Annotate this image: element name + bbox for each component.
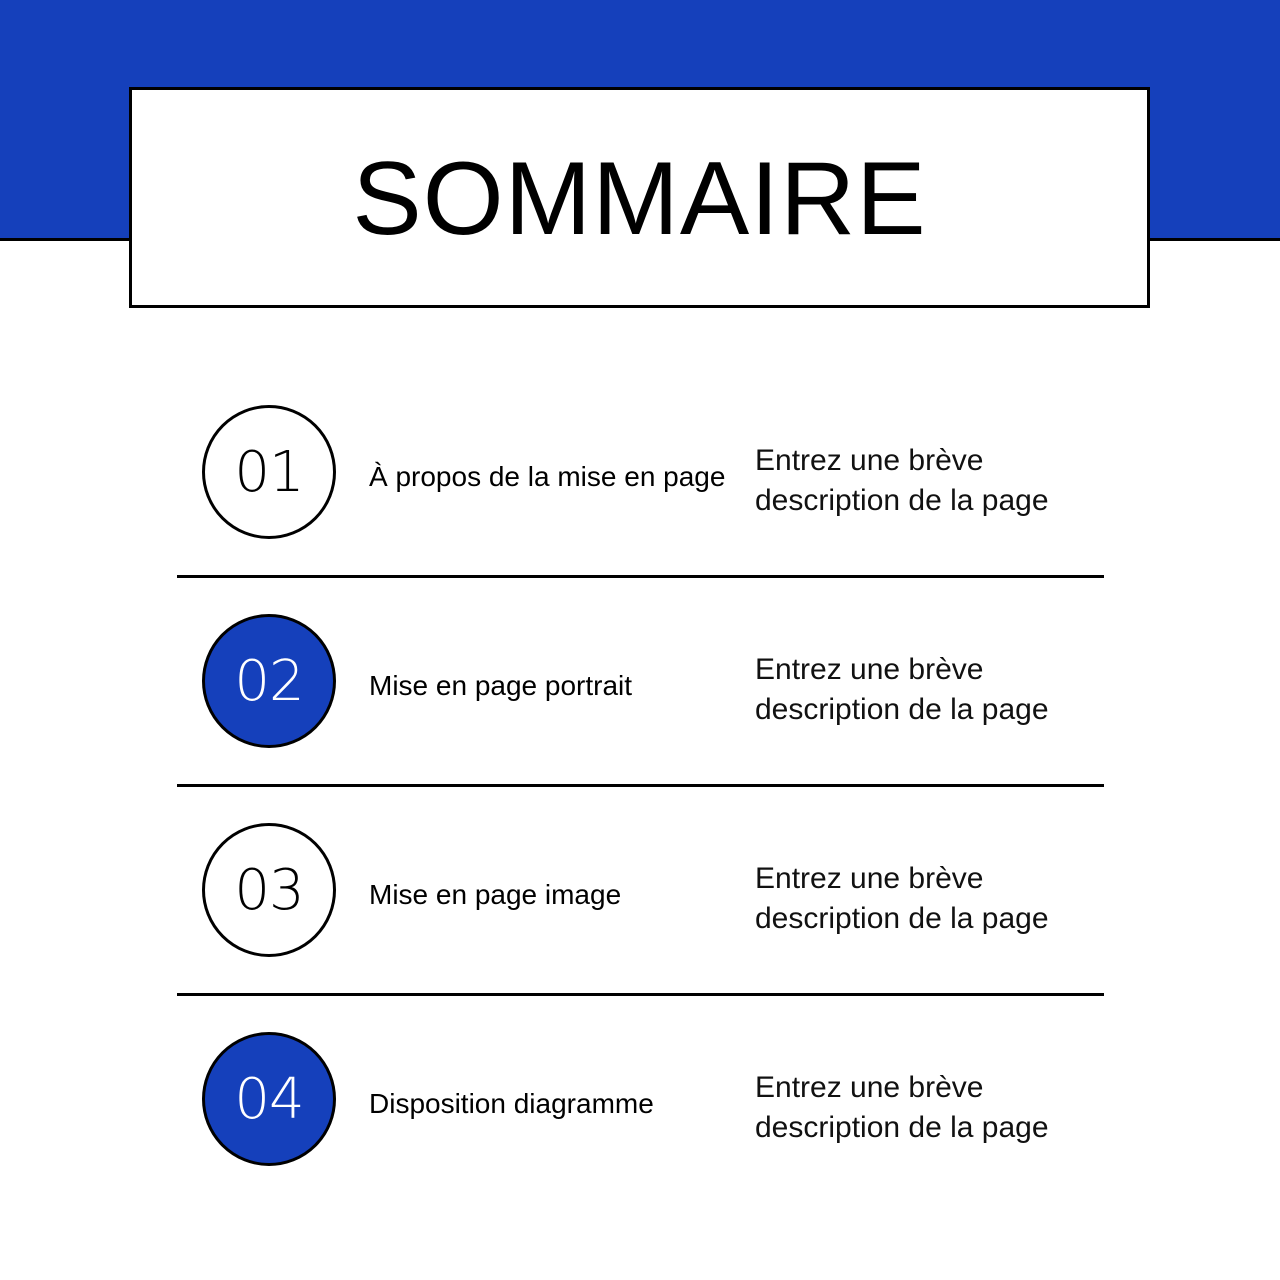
toc-item-title: Disposition diagramme <box>369 1088 654 1119</box>
divider <box>177 575 1104 578</box>
toc-item-title: Mise en page image <box>369 879 622 910</box>
toc-item-title: Mise en page portrait <box>369 670 633 701</box>
toc-item-1[interactable] <box>0 405 1280 614</box>
toc-number-badge: 02 <box>202 614 336 748</box>
toc-item-description: Entrez une brève description de la page <box>755 1071 1049 1144</box>
toc-item-title: À propos de la mise en page <box>369 461 726 492</box>
toc-number-badge: 01 <box>202 405 336 539</box>
toc-item-description: Entrez une brève description de la page <box>755 653 1049 726</box>
divider <box>177 784 1104 787</box>
toc-item-description: Entrez une brève description de la page <box>755 444 1049 517</box>
toc-number-badge: 04 <box>202 1032 336 1166</box>
toc-item-4[interactable] <box>0 1032 1280 1241</box>
divider <box>177 993 1104 996</box>
toc-item-3[interactable] <box>0 823 1280 1032</box>
toc-number-badge: 03 <box>202 823 336 957</box>
page-title: SOMMAIRE <box>352 140 927 257</box>
toc-item-2[interactable] <box>0 614 1280 823</box>
toc-item-description: Entrez une brève description de la page <box>755 862 1049 935</box>
